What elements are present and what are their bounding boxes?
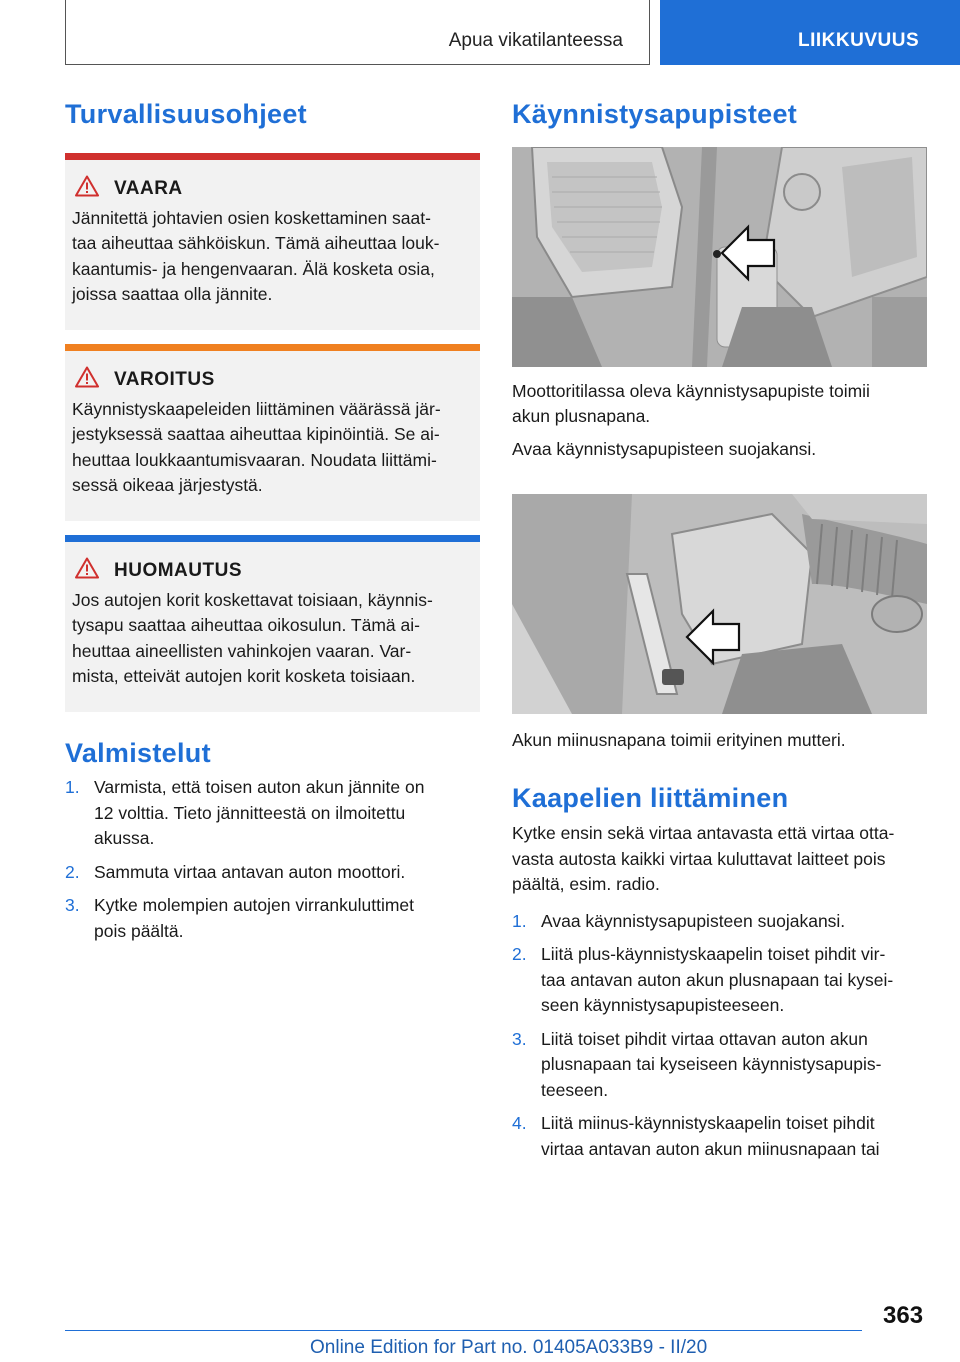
step-number: 4. <box>512 1113 527 1134</box>
list-item <box>65 893 480 944</box>
text-line: akun plusnapana. <box>512 406 651 427</box>
engine-bay-positive-terminal-photo <box>512 147 927 367</box>
step-text <box>541 944 893 1015</box>
text-line: teeseen. <box>541 1079 609 1100</box>
cable-connection-heading: Kaapelien liittäminen <box>512 782 789 813</box>
text-line: jestyksessä saattaa aiheuttaa kipinöintiä. Se ai‐ <box>72 424 440 445</box>
notice-title: HUOMAUTUS <box>114 559 242 581</box>
notice-color-bar <box>65 535 480 542</box>
list-item <box>512 1027 927 1104</box>
warning-triangle-icon <box>72 175 114 202</box>
preparation-heading: Valmistelut <box>65 737 211 768</box>
text-line: akussa. <box>94 828 155 849</box>
text-line: vasta autosta kaikki virtaa kuluttavat laitteet pois <box>512 848 886 869</box>
notice-body <box>72 206 473 308</box>
notice-danger <box>65 153 480 330</box>
list-item <box>512 909 927 935</box>
notice-content <box>65 351 480 521</box>
notice-color-bar <box>65 344 480 351</box>
safety-heading: Turvallisuusohjeet <box>65 99 307 129</box>
step-text <box>94 895 414 941</box>
notice-warning <box>65 344 480 521</box>
step-text <box>541 1113 880 1159</box>
text-line: Kytke ensin sekä virtaa antavasta että virtaa otta‐ <box>512 823 895 844</box>
text-line: taa aiheuttaa sähköiskun. Tämä aiheuttaa louk‐ <box>72 233 440 254</box>
text-line: virtaa antavan auton akun miinusnapaan tai <box>541 1138 880 1159</box>
step-text <box>94 862 405 882</box>
cable-connection-steps <box>512 909 927 1163</box>
text-line: tysapu saattaa aiheuttaa oikosulun. Tämä ai‐ <box>72 615 420 636</box>
text-line: Moottoritilassa oleva käynnistysapupiste toimii <box>512 380 870 401</box>
text-line: pois päältä. <box>94 920 184 941</box>
notice-title: VAROITUS <box>114 368 215 390</box>
notice-title-row <box>72 177 473 201</box>
notice-notice <box>65 535 480 712</box>
header-section-title: Apua vikatilanteessa <box>448 30 623 51</box>
warning-triangle-icon <box>72 366 114 393</box>
step-text <box>94 777 424 848</box>
text-line: taa antavan auton akun plusnapaan tai kysei‐ <box>541 969 894 990</box>
step-text <box>541 1029 881 1100</box>
notice-title: VAARA <box>114 177 183 199</box>
warning-triangle-icon <box>72 557 114 584</box>
text-line: Liitä plus-käynnistyskaapelin toiset pihdit vir‐ <box>541 944 886 965</box>
photo1-note: Avaa käynnistysapupisteen suojakansi. <box>512 438 817 459</box>
text-line: mista, etteivät autojen korit kosketa toisiaan. <box>72 666 416 687</box>
header-section-box <box>65 0 650 65</box>
text-line: Käynnistyskaapeleiden liittäminen väärässä jär‐ <box>72 398 441 419</box>
photo2-caption: Akun miinusnapana toimii erityinen mutteri. <box>512 730 846 751</box>
safety-notices <box>65 153 480 712</box>
text-line: heuttaa loukkaantumisvaaran. Noudata liittämi‐ <box>72 449 437 470</box>
step-number: 2. <box>512 944 527 965</box>
step-number: 3. <box>512 1028 527 1049</box>
text-line: päältä, esim. radio. <box>512 874 660 895</box>
notice-color-bar <box>65 153 480 160</box>
photo1-caption <box>512 379 927 430</box>
text-line: seen käynnistysapupisteeseen. <box>541 995 785 1016</box>
text-line: Kytke molempien autojen virrankuluttimet <box>94 895 415 916</box>
footer-divider <box>65 1330 862 1331</box>
notice-title-row <box>72 368 473 392</box>
preparation-steps <box>65 775 480 944</box>
text-line: Jännitettä johtavien osien koskettaminen saat‐ <box>72 207 431 228</box>
list-item <box>512 1111 927 1162</box>
notice-body <box>72 397 473 499</box>
jump-points-heading: Käynnistysapupisteet <box>512 99 798 129</box>
left-column <box>65 100 480 952</box>
text-line: Varmista, että toisen auton akun jännite on <box>94 777 425 798</box>
step-number: 1. <box>512 910 527 931</box>
step-number: 2. <box>65 861 80 882</box>
right-column <box>512 100 927 1170</box>
list-item <box>65 775 480 852</box>
text-line: sessä oikeaa järjestystä. <box>72 475 263 496</box>
notice-content <box>65 160 480 330</box>
text-line: Jos autojen korit koskettavat toisiaan, käynnis‐ <box>72 589 433 610</box>
header-chapter-title: LIIKKUVUUS <box>798 30 920 51</box>
notice-content <box>65 542 480 712</box>
header-chapter-tab <box>660 0 960 65</box>
notice-body <box>72 588 473 690</box>
list-item <box>512 942 927 1019</box>
text-line: Liitä miinus-käynnistyskaapelin toiset pihdit <box>541 1113 875 1134</box>
text-line: heuttaa aineellisten vahinkojen vaaran. Var‐ <box>72 640 412 661</box>
text-line: joissa saattaa olla jännite. <box>72 284 273 305</box>
step-number: 3. <box>65 895 80 916</box>
text-line: Liitä toiset pihdit virtaa ottavan auton akun <box>541 1028 868 1049</box>
notice-title-row <box>72 559 473 583</box>
text-line: Sammuta virtaa antavan auton moottori. <box>94 861 406 882</box>
list-item <box>65 860 480 886</box>
text-line: plusnapaan tai kyseiseen käynnistysapupis‐ <box>541 1054 882 1075</box>
text-line: kaantumis- ja hengenvaaran. Älä kosketa osia, <box>72 258 435 279</box>
step-number: 1. <box>65 777 80 798</box>
text-line: Avaa käynnistysapupisteen suojakansi. <box>541 910 846 931</box>
step-text <box>541 911 845 931</box>
page-number: 363 <box>883 1302 924 1329</box>
cable-connection-intro <box>512 821 927 898</box>
engine-bay-negative-terminal-photo <box>512 494 927 714</box>
footer-edition-text: Online Edition for Part no. 01405A033B9 - II/20 <box>310 1337 708 1358</box>
text-line: 12 volttia. Tieto jännitteestä on ilmoitettu <box>94 802 406 823</box>
